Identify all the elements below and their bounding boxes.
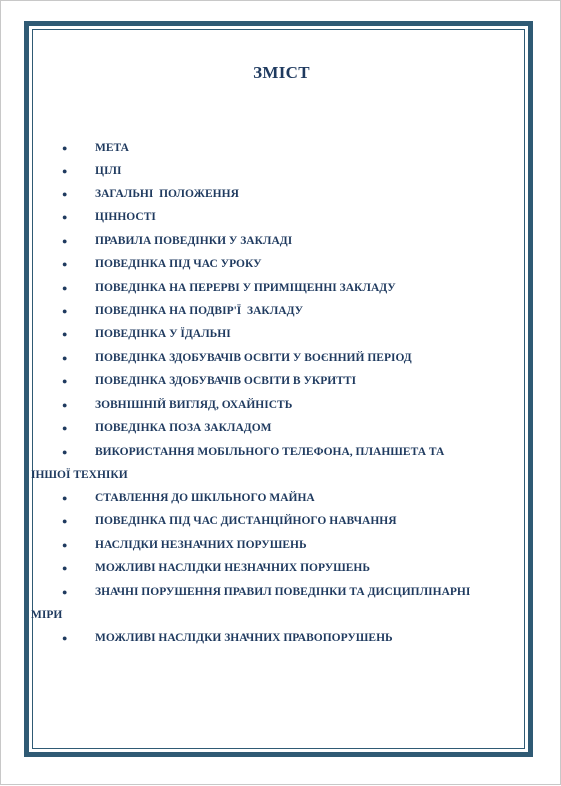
toc-item-label: ЦІННОСТІ	[95, 211, 156, 223]
toc-item	[62, 137, 532, 160]
toc-item-label: ЗАГАЛЬНІ ПОЛОЖЕННЯ	[95, 188, 239, 200]
bullet-icon: ●	[62, 376, 68, 386]
toc-item-label: ПРАВИЛА ПОВЕДІНКИ У ЗАКЛАДІ	[95, 235, 293, 247]
bullet-icon: ●	[62, 259, 68, 269]
bullet-icon: ●	[62, 306, 68, 316]
toc-item-label: ПОВЕДІНКА НА ПЕРЕРВІ У ПРИМІЩЕННІ ЗАКЛАДУ	[95, 282, 396, 294]
toc-item-label-continuation: МІРИ	[31, 609, 63, 621]
bullet-icon: ●	[62, 563, 68, 573]
toc-item-label: СТАВЛЕННЯ ДО ШКІЛЬНОГО МАЙНА	[95, 492, 315, 504]
toc-item-label: ПОВЕДІНКА ПІД ЧАС УРОКУ	[95, 258, 262, 270]
toc-item-label: НАСЛІДКИ НЕЗНАЧНИХ ПОРУШЕНЬ	[95, 539, 307, 551]
bullet-icon: ●	[62, 283, 68, 293]
toc-item-label: ПОВЕДІНКА ПОЗА ЗАКЛАДОМ	[95, 422, 272, 434]
toc-item-label: МОЖЛИВІ НАСЛІДКИ НЕЗНАЧНИХ ПОРУШЕНЬ	[95, 562, 370, 574]
toc-item	[62, 253, 532, 276]
toc-item-label-continuation: ІНШОЇ ТЕХНІКИ	[31, 469, 128, 481]
bullet-icon: ●	[62, 189, 68, 199]
bullet-icon: ●	[62, 493, 68, 503]
toc-item	[62, 183, 532, 206]
bullet-icon: ●	[62, 447, 68, 457]
toc-item	[62, 347, 532, 370]
toc-item-label: ПОВЕДІНКА ЗДОБУВАЧІВ ОСВІТИ У ВОЄННИЙ ПЕРІОД	[95, 352, 412, 364]
toc-item	[62, 160, 532, 183]
bullet-icon: ●	[62, 516, 68, 526]
bullet-icon: ●	[62, 166, 68, 176]
bullet-icon: ●	[62, 329, 68, 339]
toc-item	[62, 487, 532, 510]
bullet-icon: ●	[62, 353, 68, 363]
bullet-icon: ●	[62, 540, 68, 550]
toc-item-label: ПОВЕДІНКА НА ПОДВІР'Ї ЗАКЛАДУ	[95, 305, 304, 317]
toc-item	[62, 557, 532, 580]
toc-item	[62, 300, 532, 323]
toc-item-label: ПОВЕДІНКА У ЇДАЛЬНІ	[95, 328, 231, 340]
bullet-icon: ●	[62, 236, 68, 246]
toc-item	[62, 206, 532, 229]
toc-item	[31, 441, 532, 487]
toc-item-label: ВИКОРИСТАННЯ МОБІЛЬНОГО ТЕЛЕФОНА, ПЛАНШЕТА ТА	[95, 446, 445, 458]
toc-item	[62, 417, 532, 440]
toc-item	[62, 370, 532, 393]
bullet-icon: ●	[62, 633, 68, 643]
bullet-icon: ●	[62, 143, 68, 153]
bullet-icon: ●	[62, 587, 68, 597]
bullet-icon: ●	[62, 423, 68, 433]
toc-item	[62, 277, 532, 300]
toc-item-label: МЕТА	[95, 142, 129, 154]
bullet-icon: ●	[62, 400, 68, 410]
toc-item	[62, 230, 532, 253]
table-of-contents	[1, 1, 561, 786]
toc-item	[62, 510, 532, 533]
toc-item-label: ЗОВНІШНІЙ ВИГЛЯД, ОХАЙНІСТЬ	[95, 399, 293, 411]
toc-item-label: ПОВЕДІНКА ЗДОБУВАЧІВ ОСВІТИ В УКРИТТІ	[95, 375, 357, 387]
toc-item	[62, 534, 532, 557]
toc-item	[62, 394, 532, 417]
toc-item-label: ЦІЛІ	[95, 165, 122, 177]
toc-item-label: ПОВЕДІНКА ПІД ЧАС ДИСТАНЦІЙНОГО НАВЧАННЯ	[95, 515, 397, 527]
toc-item-label: ЗНАЧНІ ПОРУШЕННЯ ПРАВИЛ ПОВЕДІНКИ ТА ДИСЦИПЛІНАРНІ	[95, 586, 471, 598]
toc-item	[62, 627, 532, 650]
bullet-icon: ●	[62, 212, 68, 222]
toc-item	[31, 581, 532, 627]
page-title: ЗМІСТ	[253, 63, 310, 82]
toc-item	[62, 323, 532, 346]
toc-item-label: МОЖЛИВІ НАСЛІДКИ ЗНАЧНИХ ПРАВОПОРУШЕНЬ	[95, 632, 393, 644]
